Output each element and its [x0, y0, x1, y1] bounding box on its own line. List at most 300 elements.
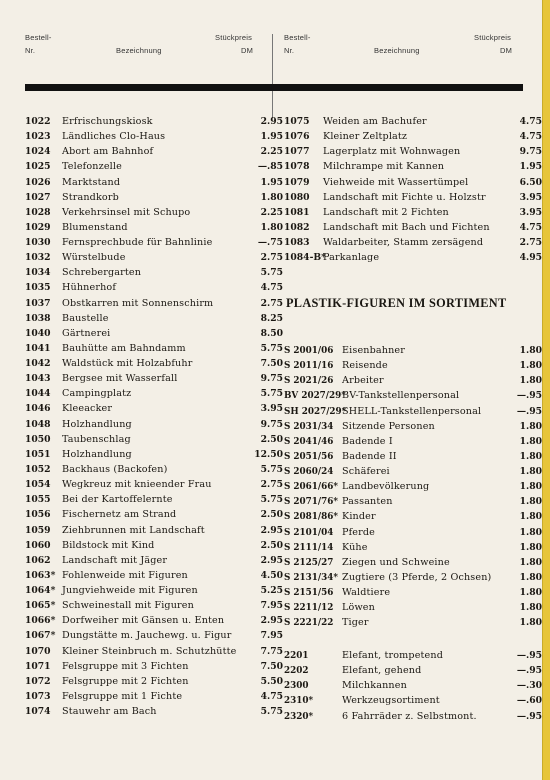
header-rule: [25, 84, 523, 91]
item-description: Taubenschlag: [62, 433, 131, 445]
item-description: Obstkarren mit Sonnenschirm: [62, 297, 214, 309]
list-item: [25, 221, 285, 235]
item-description: Blumenstand: [62, 221, 128, 233]
item-description: Lagerplatz mit Wohnwagen: [323, 146, 461, 158]
item-price: 5.75: [260, 388, 283, 400]
list-item: [25, 251, 285, 265]
item-price: 4.75: [260, 690, 283, 702]
item-price: 7.95: [260, 630, 283, 642]
list-item: [25, 614, 285, 628]
item-description: Würstelbude: [62, 252, 126, 264]
list-item: [25, 372, 285, 386]
item-price: 1.80: [519, 481, 542, 493]
item-description: Kleeacker: [62, 403, 113, 415]
item-description: Elefant, gehend: [342, 665, 422, 677]
list-item: [25, 191, 285, 205]
item-price: 9.75: [260, 373, 283, 385]
list-item: [284, 191, 544, 205]
item-number: S 2081/86*: [284, 512, 338, 523]
item-price: 5.50: [260, 675, 283, 687]
item-price: 1.95: [519, 161, 542, 173]
item-price: —.95: [516, 390, 542, 402]
column-divider: [272, 34, 273, 118]
item-number: 1032: [25, 252, 51, 264]
list-item: [25, 645, 285, 659]
item-description: Dorfweiher mit Gänsen u. Enten: [62, 615, 225, 627]
item-number: 1076: [284, 131, 310, 143]
item-number: 1063*: [25, 569, 56, 581]
item-number: 2202: [284, 666, 309, 677]
item-price: 5.75: [260, 342, 283, 354]
item-price: 1.80: [519, 602, 542, 614]
list-item: [284, 405, 544, 419]
item-number: S 2131/34*: [284, 572, 338, 583]
item-number: 1056: [25, 509, 51, 521]
item-description: Bei der Kartoffelernte: [62, 494, 173, 506]
item-price: 5.75: [260, 267, 283, 279]
item-number: S 2125/27: [284, 557, 334, 568]
list-item: [25, 463, 285, 477]
item-price: 5.25: [260, 585, 283, 597]
list-item: [284, 571, 544, 585]
item-description: Kinder: [342, 511, 376, 523]
item-price: —.95: [516, 710, 542, 722]
item-description: Stauwehr am Bach: [62, 706, 157, 718]
item-description: Abort am Bahnhof: [62, 146, 154, 158]
item-price: 1.80: [519, 556, 542, 568]
item-description: Holzhandlung: [62, 418, 132, 430]
item-number: 1082: [284, 221, 310, 233]
item-number: 1081: [284, 206, 310, 218]
list-item: [25, 357, 285, 371]
list-item: [25, 539, 285, 553]
item-number: 1071: [25, 660, 51, 672]
item-number: S 2041/46: [284, 436, 334, 447]
item-number: 1044: [25, 388, 51, 400]
item-description: Bildstock mit Kind: [62, 539, 155, 551]
item-description: Tiger: [342, 617, 369, 629]
item-number: 1050: [25, 433, 51, 445]
list-item: [284, 510, 544, 524]
item-price: —.85: [257, 161, 283, 173]
list-item: [284, 206, 544, 220]
item-description: Reisende: [342, 360, 388, 372]
item-price: 5.75: [260, 706, 283, 718]
item-description: Viehweide mit Wassertümpel: [323, 176, 469, 188]
item-price: 2.25: [260, 206, 283, 218]
item-price: 1.80: [519, 450, 542, 462]
item-number: 1065*: [25, 600, 56, 612]
item-description: Marktstand: [62, 176, 121, 188]
item-number: S 2101/04: [284, 527, 334, 538]
item-number: 1024: [25, 146, 51, 158]
item-price: 7.50: [260, 358, 283, 370]
item-number: 1029: [25, 221, 51, 233]
list-item: [284, 465, 544, 479]
item-description: Hühnerhof: [62, 282, 117, 294]
list-item: [284, 616, 544, 630]
item-number: 1070: [25, 645, 51, 657]
list-item: [25, 418, 285, 432]
item-description: Dungstätte m. Jauchewg. u. Figur: [62, 630, 232, 642]
list-item: [284, 420, 544, 434]
list-item: [284, 359, 544, 373]
item-description: Baustelle: [62, 312, 109, 324]
list-item: [284, 601, 544, 615]
item-description: 6 Fahrräder z. Selbstmont.: [342, 710, 477, 722]
item-number: S 2021/26: [284, 376, 334, 387]
item-number: 1022: [25, 116, 51, 127]
item-price: 4.95: [519, 252, 542, 264]
item-number: 2201: [284, 651, 309, 661]
item-price: —.60: [516, 695, 542, 707]
list-item: [284, 526, 544, 540]
item-price: 8.25: [260, 312, 283, 324]
figures-title: PLASTIK-FIGUREN IM SORTIMENT: [286, 296, 507, 310]
item-price: 1.80: [519, 435, 542, 447]
item-description: Milchkannen: [342, 680, 407, 692]
item-number: 1077: [284, 146, 310, 158]
list-item: [25, 145, 285, 159]
item-price: 2.95: [260, 116, 283, 127]
item-description: Schweinestall mit Figuren: [62, 600, 194, 612]
list-item: [284, 115, 544, 129]
item-price: —.95: [516, 650, 542, 661]
item-description: Fischernetz am Strand: [62, 509, 177, 521]
list-item: [25, 584, 285, 598]
list-item: [25, 660, 285, 674]
item-price: 1.80: [519, 526, 542, 538]
item-description: Backhaus (Backofen): [62, 463, 168, 475]
item-price: 2.50: [260, 509, 283, 521]
item-price: 4.75: [519, 131, 542, 143]
list-item: [284, 541, 544, 555]
item-price: 1.80: [519, 541, 542, 553]
header-bestell: Bestell-: [25, 33, 52, 42]
item-description: Campingplatz: [62, 388, 132, 400]
item-number: 1079: [284, 176, 310, 188]
item-price: 2.75: [260, 252, 283, 264]
list-item: [25, 402, 285, 416]
item-description: Badende I: [342, 435, 393, 447]
item-number: 1054: [25, 479, 51, 491]
header-stueckpreis: Stückpreis: [474, 33, 512, 42]
item-number: 1027: [25, 191, 51, 203]
item-description: Ländliches Clo-Haus: [62, 131, 166, 143]
item-number: 1066*: [25, 615, 56, 627]
item-price: 1.80: [519, 466, 542, 478]
header-nr: Nr.: [25, 46, 36, 55]
item-number: 1035: [25, 282, 51, 294]
item-description: Fohlenweide mit Figuren: [62, 569, 188, 581]
header-dm: DM: [500, 46, 513, 55]
header-bezeichnung: Bezeichnung: [374, 46, 420, 55]
item-number: 1059: [25, 524, 51, 536]
item-number: S 2060/24: [284, 467, 334, 478]
list-item: [25, 327, 285, 341]
item-price: 1.80: [519, 571, 542, 583]
list-item: [25, 160, 285, 174]
list-item: [25, 629, 285, 643]
item-number: S 2111/14: [284, 542, 334, 553]
item-number: 1041: [25, 342, 51, 354]
item-description: Felsgruppe mit 3 Fichten: [62, 660, 189, 672]
item-number: 1043: [25, 373, 51, 385]
item-description: Holzhandlung: [62, 448, 132, 460]
list-item: [25, 297, 285, 311]
item-description: Landschaft mit Jäger: [62, 554, 168, 566]
item-number: 1028: [25, 206, 51, 218]
list-item: [25, 312, 285, 326]
item-price: 2.75: [260, 297, 283, 309]
item-description: Wegkreuz mit knieender Frau: [62, 479, 212, 491]
item-description: Elefant, trompetend: [342, 650, 443, 661]
item-number: 1052: [25, 463, 51, 475]
list-item: [25, 387, 285, 401]
item-number: 2310*: [284, 696, 314, 707]
item-price: 5.75: [260, 463, 283, 475]
item-price: 3.95: [519, 191, 542, 203]
item-number: S 2221/22: [284, 618, 334, 629]
item-price: 4.75: [519, 116, 542, 127]
item-description: Landschaft mit Bach und Fichten: [323, 221, 490, 233]
item-description: Badende II: [342, 450, 397, 462]
list-item: [25, 478, 285, 492]
item-number: 1072: [25, 675, 51, 687]
item-number: S 2011/16: [284, 361, 334, 372]
list-item: [25, 554, 285, 568]
list-item: [284, 389, 544, 403]
list-item: [284, 450, 544, 464]
list-item: [284, 236, 544, 250]
list-item: [25, 342, 285, 356]
item-description: BV-Tankstellenpersonal: [342, 390, 460, 402]
list-item: [284, 374, 544, 388]
list-item: [284, 694, 544, 708]
item-price: 2.95: [260, 554, 283, 566]
item-description: Kleiner Zeltplatz: [323, 131, 408, 143]
item-description: Weiden am Bachufer: [323, 116, 427, 127]
item-number: 1055: [25, 494, 51, 506]
item-number: S 2061/66*: [284, 482, 338, 493]
item-description: Arbeiter: [342, 375, 384, 387]
item-number: S 2211/12: [284, 603, 334, 614]
item-number: 1023: [25, 131, 51, 143]
item-price: 2.50: [260, 539, 283, 551]
item-number: 2320*: [284, 711, 314, 722]
item-description: Pferde: [342, 526, 375, 538]
item-price: 2.75: [519, 237, 542, 249]
list-item: [25, 433, 285, 447]
item-description: Landbevölkerung: [342, 481, 430, 493]
item-number: BV 2027/29*: [284, 391, 346, 402]
item-description: Löwen: [342, 602, 375, 614]
item-description: Felsgruppe mit 2 Fichten: [62, 675, 189, 687]
list-item: [25, 236, 285, 250]
item-price: 4.75: [260, 282, 283, 294]
item-price: 1.80: [260, 221, 283, 233]
item-number: 1083: [284, 237, 310, 249]
item-number: 1030: [25, 237, 51, 249]
item-price: 1.80: [519, 420, 542, 432]
item-number: 1062: [25, 554, 51, 566]
item-price: 9.75: [260, 418, 283, 430]
item-price: —.30: [516, 680, 542, 692]
list-item: [25, 281, 285, 295]
item-description: Bauhütte am Bahndamm: [62, 342, 186, 354]
item-description: Jungviehweide mit Figuren: [62, 585, 198, 597]
item-number: 1067*: [25, 630, 56, 642]
list-item: [284, 664, 544, 678]
item-price: 7.50: [260, 660, 283, 672]
header-nr: Nr.: [284, 46, 295, 55]
list-item: [25, 176, 285, 190]
item-price: 7.75: [260, 645, 283, 657]
item-price: 1.80: [519, 360, 542, 372]
list-item: [284, 679, 544, 693]
list-item: [25, 508, 285, 522]
item-number: 1038: [25, 312, 51, 324]
item-price: 7.95: [260, 600, 283, 612]
list-item: [25, 266, 285, 280]
item-number: 1040: [25, 327, 51, 339]
item-price: 5.75: [260, 494, 283, 506]
item-price: 1.95: [260, 131, 283, 143]
item-description: Waldstück mit Holzabfuhr: [62, 358, 193, 370]
item-price: 1.80: [519, 617, 542, 629]
item-number: 1073: [25, 690, 51, 702]
item-price: 1.80: [519, 511, 542, 523]
item-number: 1084-B*: [284, 252, 326, 264]
item-price: 4.50: [260, 569, 283, 581]
item-price: 4.75: [519, 221, 542, 233]
list-item: [25, 705, 285, 719]
list-item: [284, 221, 544, 235]
header-dm: DM: [241, 46, 254, 55]
item-description: Kühe: [342, 541, 368, 553]
list-item: [284, 480, 544, 494]
item-price: —.75: [257, 237, 283, 249]
item-description: Werkzeugsortiment: [342, 695, 440, 707]
list-item: [284, 251, 544, 265]
header-stueckpreis: Stückpreis: [215, 33, 253, 42]
item-number: S 2031/34: [284, 421, 334, 432]
list-item: [284, 130, 544, 144]
item-number: S 2151/56: [284, 588, 334, 599]
list-item: [284, 710, 544, 724]
item-price: 2.95: [260, 524, 283, 536]
list-item: [284, 160, 544, 174]
item-description: Ziegen und Schweine: [342, 556, 450, 568]
item-price: 3.95: [260, 403, 283, 415]
item-price: 2.50: [260, 433, 283, 445]
item-number: SH 2027/29*: [284, 406, 347, 417]
list-item: [284, 649, 544, 663]
list-item: [284, 556, 544, 570]
item-number: 2300: [284, 681, 309, 692]
list-item: [284, 586, 544, 600]
item-description: Telefonzelle: [62, 161, 122, 173]
item-description: Schäferei: [342, 466, 390, 478]
item-price: 6.50: [519, 176, 542, 188]
item-description: Passanten: [342, 496, 393, 508]
item-price: 2.75: [260, 479, 283, 491]
item-description: SHELL-Tankstellenpersonal: [342, 405, 482, 417]
list-item: [284, 495, 544, 509]
list-item: [25, 690, 285, 704]
item-price: 1.80: [519, 375, 542, 387]
item-description: Kleiner Steinbruch m. Schutzhütte: [62, 645, 237, 657]
item-price: 1.80: [260, 191, 283, 203]
item-number: 1037: [25, 297, 51, 309]
item-number: 1046: [25, 403, 51, 415]
item-description: Bergsee mit Wasserfall: [62, 373, 178, 385]
item-number: 1064*: [25, 585, 56, 597]
item-description: Milchrampe mit Kannen: [323, 161, 445, 173]
page-edge: [543, 0, 550, 780]
item-description: Zugtiere (3 Pferde, 2 Ochsen): [342, 571, 492, 583]
item-description: Eisenbahner: [342, 345, 405, 356]
item-description: Erfrischungskiosk: [62, 116, 153, 127]
item-description: Ziehbrunnen mit Landschaft: [62, 524, 205, 536]
list-item: [25, 493, 285, 507]
list-item: [25, 599, 285, 613]
list-item: [25, 524, 285, 538]
item-description: Fernsprechbude für Bahnlinie: [62, 237, 213, 249]
item-number: 1034: [25, 267, 51, 279]
item-description: Landschaft mit Fichte u. Holzstr: [323, 191, 486, 203]
item-description: Waldarbeiter, Stamm zersägend: [323, 237, 484, 249]
item-description: Landschaft mit 2 Fichten: [323, 206, 449, 218]
list-item: [284, 435, 544, 449]
item-number: 1051: [25, 448, 51, 460]
item-description: Sitzende Personen: [342, 420, 435, 432]
item-description: Waldtiere: [342, 587, 391, 599]
item-number: S 2001/06: [284, 346, 334, 356]
item-price: 3.95: [519, 206, 542, 218]
list-item: [284, 344, 544, 358]
item-price: 1.80: [519, 587, 542, 599]
header-bestell: Bestell-: [284, 33, 311, 42]
list-item: [25, 569, 285, 583]
item-number: 1060: [25, 539, 51, 551]
list-item: [284, 145, 544, 159]
item-number: 1025: [25, 161, 51, 173]
item-price: —.95: [516, 405, 542, 417]
item-description: Strandkorb: [62, 191, 119, 203]
item-price: —.95: [516, 665, 542, 677]
item-number: 1074: [25, 706, 51, 718]
item-description: Gärtnerei: [62, 327, 111, 339]
item-number: 1080: [284, 191, 310, 203]
item-number: 1026: [25, 176, 51, 188]
item-price: 2.25: [260, 146, 283, 158]
item-description: Parkanlage: [323, 252, 380, 264]
item-price: 12.50: [254, 448, 283, 460]
item-price: 1.80: [519, 345, 542, 356]
item-price: 9.75: [519, 146, 542, 158]
item-number: 1078: [284, 161, 310, 173]
list-item: [25, 206, 285, 220]
item-price: 1.80: [519, 496, 542, 508]
item-number: 1042: [25, 358, 51, 370]
list-item: [25, 115, 285, 129]
item-price: 8.50: [260, 327, 283, 339]
item-number: 1075: [284, 116, 310, 127]
list-item: [25, 130, 285, 144]
item-description: Felsgruppe mit 1 Fichte: [62, 690, 183, 702]
item-price: 2.95: [260, 615, 283, 627]
